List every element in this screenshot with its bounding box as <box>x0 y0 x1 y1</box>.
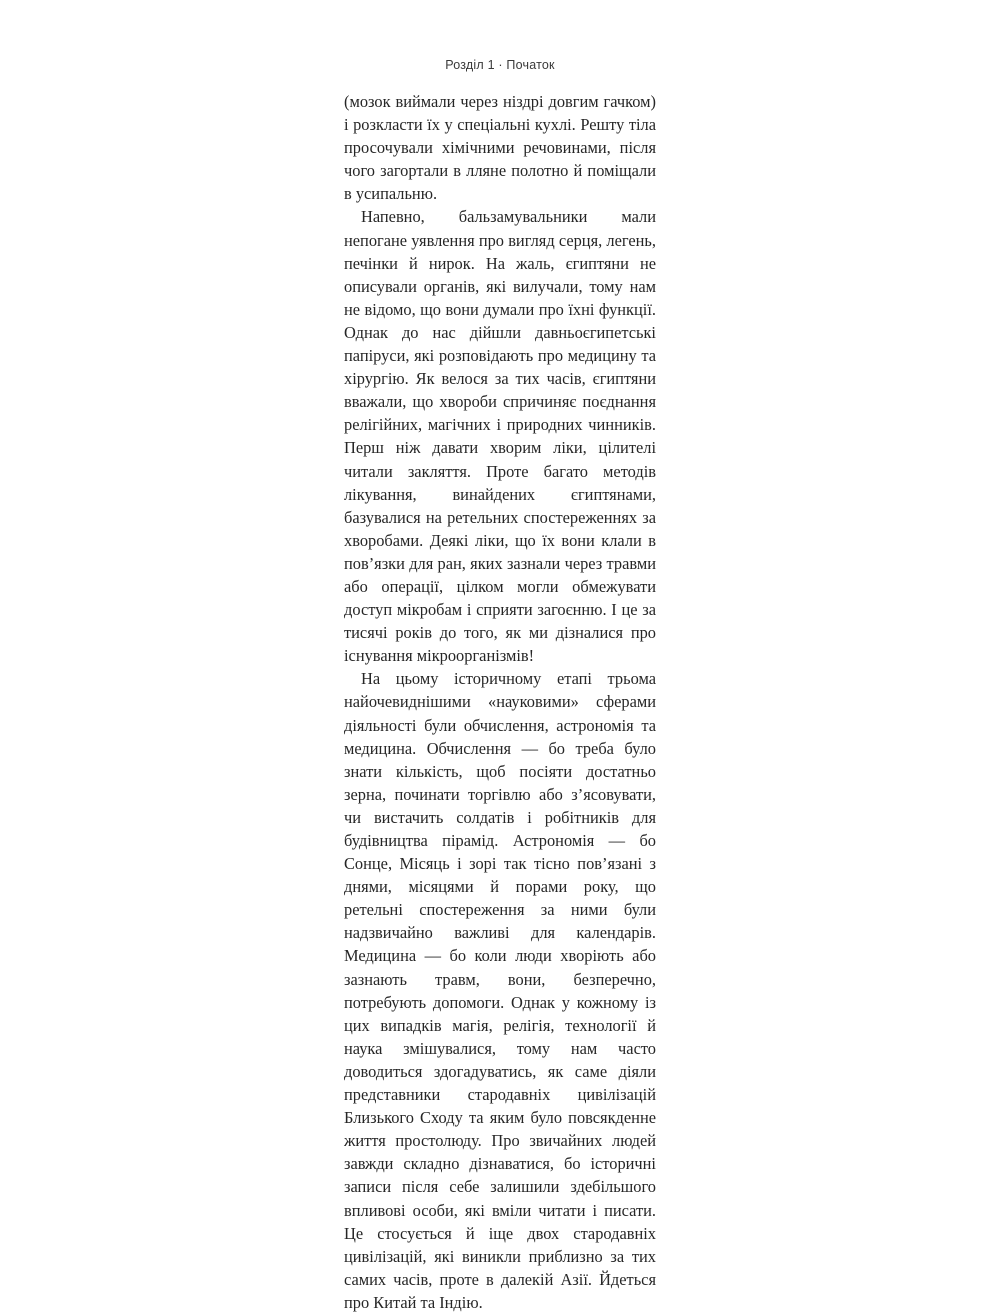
body-text <box>344 90 656 1314</box>
paragraph-3: На цьому історичному етапі трьома найочевиднішими «науковими» сферами діяльності були обчислення, астрономія та медицина. Обчислення — бо треба було знати кількість, щоб посіяти достатньо зерна, починати торгівлю або з’ясовувати, чи вистачить солдатів і робітників для будівництва пірамід. Астрономія — бо Сонце, Місяць і зорі так тісно пов’язані з днями, місяцями й порами року, що ретельні спостереження за ними були надзвичайно важливі для календарів. Медицина — бо коли люди хворіють або зазнають травм, вони, безперечно, потребують допомоги. Однак у кожному із цих випадків магія, релігія, технології й наука змішувалися, тому нам часто доводиться здогадуватись, як саме діяли представники стародавніх цивілізацій Близького Сходу та яким було повсякденне життя простолюду. Про звичайних людей завжди складно дізнаватися, бо історичні записи після себе залишили здебільшого впливові особи, які вміли читати і писати. Це стосується й іще двох стародавніх цивілізацій, які виникли приблизно за тих самих часів, проте в далекій Азії. Йдеться про Китай та Індію. <box>344 669 656 1312</box>
paragraph-2: Напевно, бальзамувальники мали непогане уявлення про вигляд серця, легень, печінки й нирок. На жаль, єгиптяни не описували органів, які вилучали, тому нам не відомо, що вони думали про їхні функції. Однак до нас дійшли давньоєгипетські папіруси, які розповідають про медицину та хірургію. Як велося за тих часів, єгиптяни вважали, що хвороби спричиняє поєднання релігійних, магічних і природних чинників. Перш ніж давати хворим ліки, цілителі читали закляття. Проте багато методів лікування, винайдених єгиптянами, базувалися на ретельних спостереженнях за хворобами. Деякі ліки, що їх вони клали в пов’язки для ран, яких зазнали через травми або операції, цілком могли обмежувати доступ мікробам і сприяти загоєнню. І це за тисячі років до того, як ми дізналися про існування мікроорганізмів! <box>344 207 656 666</box>
running-title: Розділ 1 · Початок <box>445 58 555 72</box>
paragraph-1: (мозок виймали через ніздрі довгим гачком) і розкласти їх у спеціальні кухлі. Решту тіла просочували хімічними речовинами, після чого загортали в лляне полотно й поміщали в усипальню. <box>344 92 656 204</box>
